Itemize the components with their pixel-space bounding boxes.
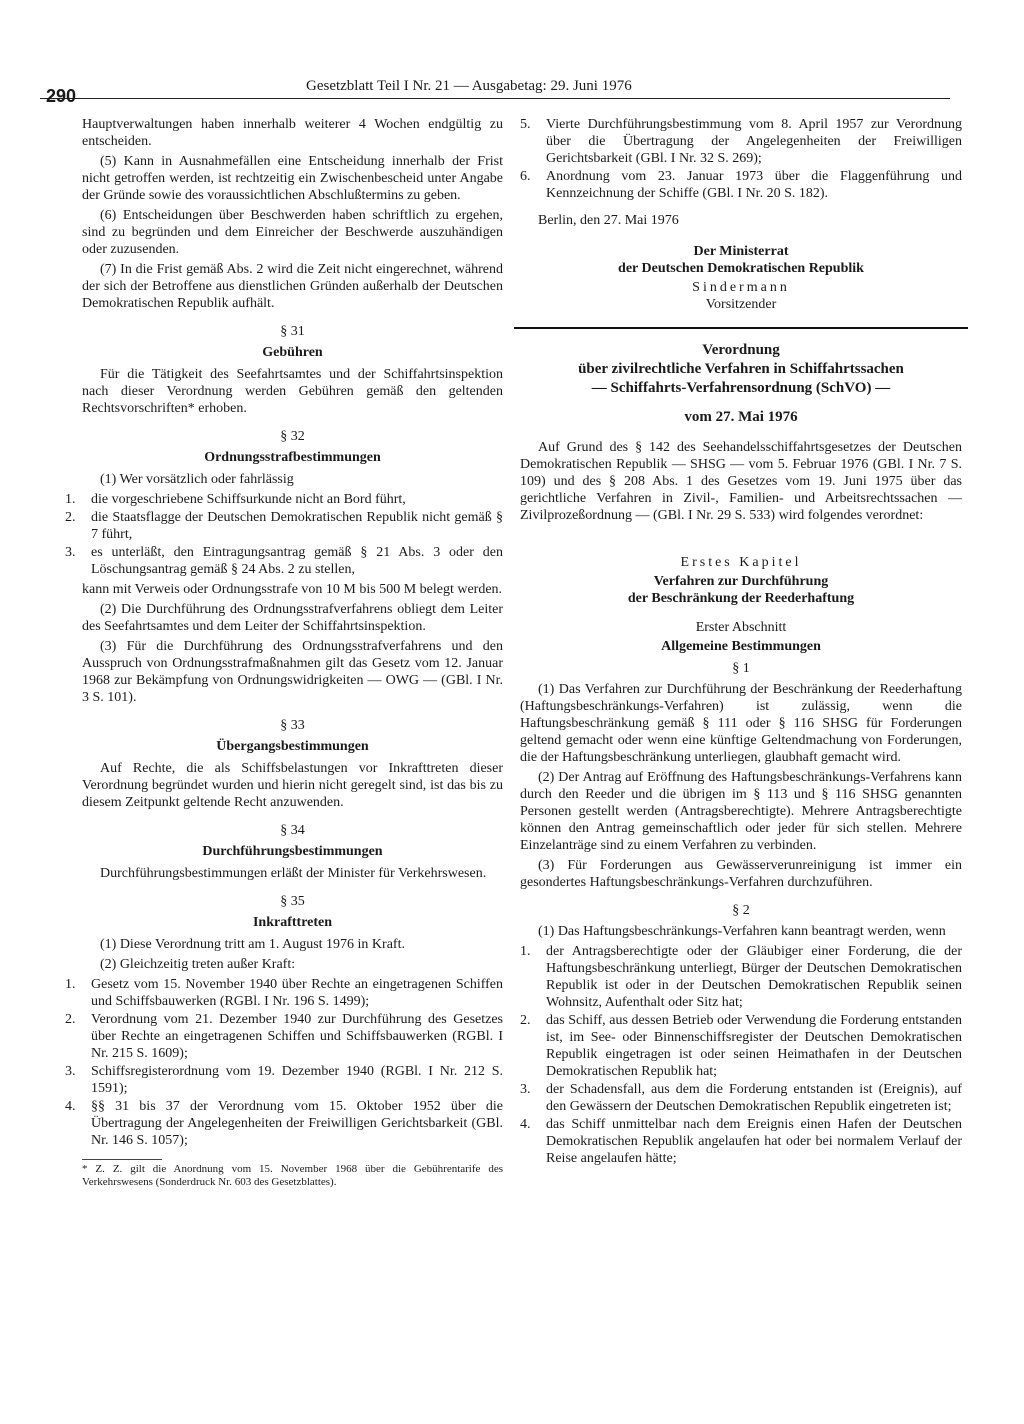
section-31-text: Für die Tätigkeit des Seefahrtsamtes und der Schiffahrtsinspektion nach dieser Verordnung werden Gebühren gemäß den geltenden Rechtsvorschriften* erhoben. <box>82 367 503 416</box>
signature-block <box>520 243 962 313</box>
repealed-laws-list-continued <box>520 116 962 202</box>
ordinance-title-3: — Schiffahrts-Verfahrensordnung (SchVO) — <box>591 380 891 396</box>
ordinance-title-block <box>520 341 962 427</box>
section-title: Allgemeine Bestimmungen <box>661 639 821 654</box>
ordinance-title-2: über zivilrechtliche Verfahren in Schiffahrtssachen <box>578 361 904 377</box>
section-title-33: Übergangsbestimmungen <box>216 739 369 754</box>
section-title-32: Ordnungsstrafbestimmungen <box>204 450 381 465</box>
section-35-paragraph-2: (2) Gleichzeitig treten außer Kraft: <box>100 957 296 972</box>
footnote: * Z. Z. gilt die Anordnung vom 15. November 1968 über die Gebührentarife des Verkehrswesens (Sonderdruck Nr. 603 des Gesetzblattes). <box>82 1163 503 1188</box>
section-title-31: Gebühren <box>262 345 323 360</box>
signature-line-2: der Deutschen Demokratischen Republik <box>618 261 864 276</box>
paragraph-7: (7) In die Frist gemäß Abs. 2 wird die Zeit nicht eingerechnet, während der sich der Betroffene aus dienstlichen Gründen außerhalb der Deutschen Demokratischen Republik aufhält. <box>82 262 503 311</box>
section-number-31: § 31 <box>280 324 305 339</box>
running-head: Gesetzblatt Teil I Nr. 21 — Ausgabetag: 29. Juni 1976 <box>306 78 632 94</box>
section-number-33: § 33 <box>280 718 305 733</box>
place-date: Berlin, den 27. Mai 1976 <box>538 213 679 228</box>
section-35-paragraph-1: (1) Diese Verordnung tritt am 1. August 1976 in Kraft. <box>100 937 405 952</box>
page-number: 290 <box>46 86 77 106</box>
section-32-list <box>65 491 503 578</box>
section-number-35: § 35 <box>280 894 305 909</box>
continued-paragraph: Hauptverwaltungen haben innerhalb weiterer 4 Wochen endgültig zu entscheiden. <box>82 117 503 149</box>
page-header <box>40 72 950 106</box>
list-item: 2. Verordnung vom 21. Dezember 1940 zur Durchführung des Gesetzes über Rechte an eingetragenen Schiffen und Schiffsbauwerken (RGBl. I Nr. 215 S. 1609); <box>65 1012 503 1061</box>
ordinance-date: vom 27. Mai 1976 <box>684 409 798 425</box>
signatory-role: Vorsitzender <box>705 297 777 312</box>
ordinance-title-1: Verordnung <box>702 342 780 358</box>
list-item: 3. es unterläßt, den Eintragungsantrag gemäß § 21 Abs. 3 oder den Löschungsantrag gemäß § 24 Abs. 2 zu stellen, <box>65 545 503 577</box>
chapter-title-1: Verfahren zur Durchführung <box>653 574 829 589</box>
section-32-intro: (1) Wer vorsätzlich oder fahrlässig <box>100 472 294 487</box>
section-number-32: § 32 <box>280 429 305 444</box>
chapter-title-2: der Beschränkung der Reederhaftung <box>627 591 855 606</box>
repealed-laws-list <box>65 976 503 1149</box>
preamble: Auf Grund des § 142 des Seehandelsschiffahrtsgesetzes der Deutschen Demokratischen Republik — SHSG — vom 5. Februar 1976 (GBl. I Nr. 7 S. 109) und des § 208 Abs. 1 des Gesetzes vom 19. Juni 1975 über das gerichtliche Verfahren in Zivil-, Familien- und Arbeitsrechtssachen — Zivilprozeßordnung — (GBl. I Nr. 29 S. 533) wird folgendes verordnet: <box>520 440 962 523</box>
signature-line-1: Der Ministerrat <box>693 244 789 259</box>
section-number-2: § 2 <box>732 903 750 918</box>
list-item: 1. die vorgeschriebene Schiffsurkunde nicht an Bord führt, <box>65 492 406 507</box>
list-item: 4. §§ 31 bis 37 der Verordnung vom 15. Oktober 1952 über die Übertragung der Angelegenheiten der Freiwilligen Gerichtsbarkeit (GBl. Nr. 146 S. 1057); <box>65 1099 503 1148</box>
list-item: 2. das Schiff, aus dessen Betrieb oder Verwendung die Forderung entstanden ist, im See- oder Binnenschiffsregister der Deutschen Demokratischen Republik eingetragen ist oder seinen Heimathafen in der Deutschen Demokratischen Republik hat; <box>520 1013 962 1079</box>
list-item: 1. der Antragsberechtigte oder der Gläubiger einer Forderung, die der Haftungsbeschränkung unterliegt, Bürger der Deutschen Demokratischen Republik ist oder in der Deutschen Demokratischen Republik seinen Wohnsitz, Aufenthalt oder Sitz hat; <box>520 944 962 1010</box>
list-item: 1. Gesetz vom 15. November 1940 über Rechte an eingetragenen Schiffen und Schiffsbauwerken (RGBl. I Nr. 196 S. 1499); <box>65 977 503 1009</box>
footnote-divider <box>82 1159 162 1160</box>
section-title-34: Durchführungsbestimmungen <box>202 844 383 859</box>
section-32-penalty: kann mit Verweis oder Ordnungsstrafe von 10 M bis 500 M belegt werden. <box>82 582 503 597</box>
paragraph-5: (5) Kann in Ausnahmefällen eine Entscheidung innerhalb der Frist nicht getroffen werden, ist rechtzeitig ein Zwischenbescheid unter Angabe der Gründe sowie des voraussichtlichen Abschlußtermins zu geben. <box>82 154 503 203</box>
section-number-1: § 1 <box>732 661 750 676</box>
chapter-label: Erstes Kapitel <box>680 555 802 570</box>
section-34-text: Durchführungsbestimmungen erläßt der Minister für Verkehrswesen. <box>100 866 487 881</box>
ordinance-divider <box>514 327 968 329</box>
list-item: 2. die Staatsflagge der Deutschen Demokratischen Republik nicht gemäß § 7 führt, <box>65 510 503 542</box>
list-item: 4. das Schiff unmittelbar nach dem Ereignis einen Hafen der Deutschen Demokratischen Republik angelaufen hat oder bei normalem Verlauf der Reise angelaufen hätte; <box>520 1117 962 1166</box>
section-33-text: Auf Rechte, die als Schiffsbelastungen vor Inkrafttreten dieser Verordnung begründet wurden und hierin nicht geregelt sind, ist das bis zu diesem Zeitpunkt geltende Recht anzuwenden. <box>82 761 503 810</box>
list-item: 5. Vierte Durchführungsbestimmung vom 8. April 1957 zur Verordnung über die Übertragung der Angelegenheiten der Freiwilligen Gerichtsbarkeit (GBl. I Nr. 32 S. 269); <box>520 117 962 166</box>
section-title-35: Inkrafttreten <box>252 915 333 930</box>
section-2-paragraph-1: (1) Das Haftungsbeschränkungs-Verfahren kann beantragt werden, wenn <box>538 924 946 939</box>
signatory-name: Sindermann <box>692 280 790 295</box>
section-32-paragraph-2: (2) Die Durchführung des Ordnungsstrafverfahrens obliegt dem Leiter des Seefahrtsamtes und dem Leiter der Schiffahrtsinspektion. <box>82 602 503 634</box>
paragraph-6: (6) Entscheidungen über Beschwerden haben schriftlich zu ergehen, sind zu begründen und dem Einreicher der Beschwerde auszuhändigen oder zuzusenden. <box>82 208 503 257</box>
section-1-paragraph-2: (2) Der Antrag auf Eröffnung des Haftungsbeschränkungs-Verfahrens kann durch den Reeder und die übrigen im § 113 und § 116 SHSG genannten Personen gestellt werden (Antragsberechtigte). Mehrere Antragsberechtigte können den Antrag gemeinschaftlich oder jeder für sich stellen. Mehrere Einzelanträge sind zu einem Verfahren zu verbinden. <box>520 770 962 853</box>
section-number-34: § 34 <box>280 823 305 838</box>
list-item: 3. der Schadensfall, aus dem die Forderung entstanden ist (Ereignis), auf den Gewässern der Deutschen Demokratischen Republik eingetreten ist; <box>520 1082 962 1114</box>
section-2-list <box>520 943 962 1167</box>
section-1-paragraph-3: (3) Für Forderungen aus Gewässerverunreinigung ist immer ein gesondertes Haftungsbeschränkungs-Verfahren durchzuführen. <box>520 858 962 890</box>
right-column <box>520 116 962 1170</box>
list-item: 6. Anordnung vom 23. Januar 1973 über die Flaggenführung und Kennzeichnung der Schiffe (GBl. I Nr. 20 S. 182). <box>520 169 962 201</box>
left-column <box>65 116 503 1192</box>
section-32-paragraph-3: (3) Für die Durchführung des Ordnungsstrafverfahrens und den Ausspruch von Ordnungsstrafmaßnahmen gilt das Gesetz vom 12. Januar 1968 zur Bekämpfung von Ordnungswidrigkeiten — OWG — (GBl. I Nr. 3 S. 101). <box>82 639 503 705</box>
section-1-paragraph-1: (1) Das Verfahren zur Durchführung der Beschränkung der Reederhaftung (Haftungsbeschränkungs-Verfahren) ist zulässig, wenn die Haftungsbeschränkung gemäß § 111 oder § 116 SHSG für Forderungen geltend gemacht oder wenn eine künftige Geltendmachung von Forderungen, die der Haftungsbeschränkung unterliegen, glaubhaft gemacht wird. <box>520 682 962 765</box>
list-item: 3. Schiffsregisterordnung vom 19. Dezember 1940 (RGBl. I Nr. 212 S. 1591); <box>65 1064 503 1096</box>
section-label: Erster Abschnitt <box>695 620 787 635</box>
